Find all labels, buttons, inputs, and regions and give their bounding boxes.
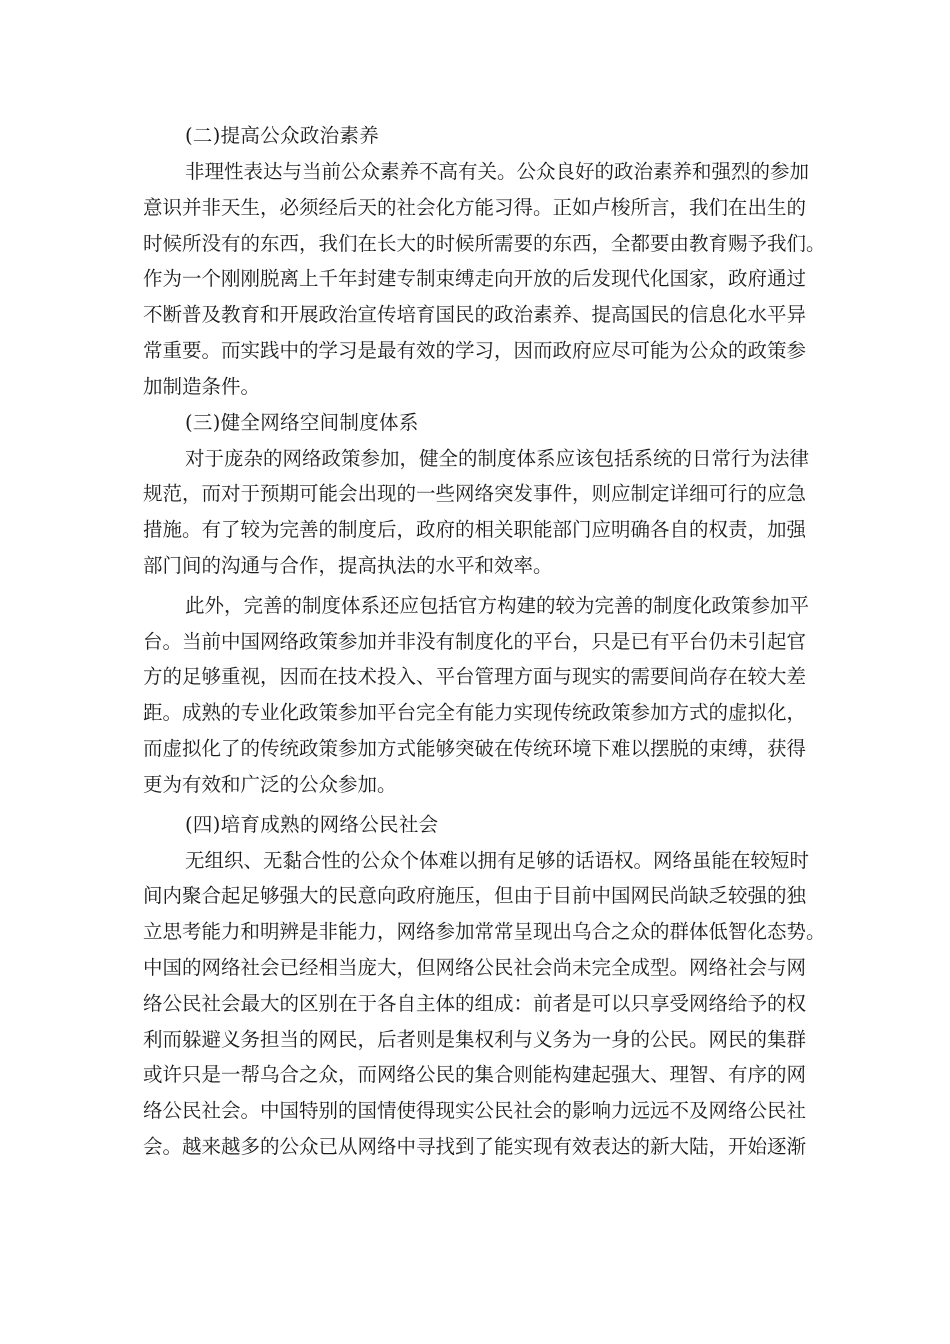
text-line: 间内聚合起足够强大的民意向政府施压，但由于目前中国网民尚缺乏较强的独 <box>143 884 807 908</box>
text-line: 或许只是一帮乌合之众，而网络公民的集合则能构建起强大、理智、有序的网 <box>143 1063 807 1087</box>
text-line: 台。当前中国网络政策参加并非没有制度化的平台，只是已有平台仍未引起官 <box>143 629 807 653</box>
text-line: 利而躲避义务担当的网民，后者则是集权利与义务为一身的公民。网民的集群 <box>143 1027 807 1051</box>
text-line: 常重要。而实践中的学习是最有效的学习，因而政府应尽可能为公众的政策参 <box>143 338 807 362</box>
text-line: 距。成熟的专业化政策参加平台完全有能力实现传统政策参加方式的虚拟化， <box>143 701 807 725</box>
text-line: 作为一个刚刚脱离上千年封建专制束缚走向开放的后发现代化国家，政府通过 <box>143 267 807 291</box>
section-heading: (二)提高公众政治素养 <box>185 124 380 147</box>
text-line: 规范，而对于预期可能会出现的一些网络突发事件，则应制定详细可行的应急 <box>143 482 807 506</box>
text-line: 对于庞杂的网络政策参加，健全的制度体系应该包括系统的日常行为法律 <box>185 446 810 470</box>
section-heading: (四)培育成熟的网络公民社会 <box>185 812 439 836</box>
section-cyberspace-institutions <box>143 405 810 807</box>
text-line: 部门间的沟通与合作，提高执法的水平和效率。 <box>143 553 553 577</box>
text-line: 立思考能力和明辨是非能力，网络参加常常呈现出乌合之众的群体低智化态势。 <box>143 920 826 944</box>
section-online-civil-society <box>143 807 826 1165</box>
paragraph <box>143 843 826 1165</box>
paragraph <box>143 441 810 584</box>
text-line: 络公民社会最大的区别在于各自主体的组成：前者是可以只享受网络给予的权 <box>143 991 807 1015</box>
text-line: 不断普及教育和开展政治宣传培育国民的政治素养、提高国民的信息化水平异 <box>143 303 807 327</box>
text-line: 时候所没有的东西，我们在长大的时候所需要的东西，全都要由教育赐予我们。 <box>143 231 826 255</box>
document-page <box>143 118 826 1165</box>
text-line: 会。越来越多的公众已从网络中寻找到了能实现有效表达的新大陆，开始逐渐 <box>143 1134 807 1158</box>
text-line: 更为有效和广泛的公众参加。 <box>143 772 397 796</box>
text-line: 措施。有了较为完善的制度后，政府的相关职能部门应明确各自的权责，加强 <box>143 518 807 542</box>
paragraph <box>143 154 826 405</box>
section-improve-political-literacy <box>143 118 826 405</box>
text-line: 加制造条件。 <box>143 374 261 398</box>
text-line: 非理性表达与当前公众素养不高有关。公众良好的政治素养和强烈的参加 <box>185 160 810 183</box>
text-line: 此外，完善的制度体系还应包括官方构建的较为完善的制度化政策参加平 <box>185 593 810 617</box>
section-heading: (三)健全网络空间制度体系 <box>185 410 419 434</box>
text-line: 中国的网络社会已经相当庞大，但网络公民社会尚未完全成型。网络社会与网 <box>143 955 807 979</box>
text-line: 而虚拟化了的传统政策参加方式能够突破在传统环境下难以摆脱的束缚，获得 <box>143 736 807 760</box>
text-line: 方的足够重视，因而在技术投入、平台管理方面与现实的需要间尚存在较大差 <box>143 665 807 689</box>
paragraph <box>143 588 810 803</box>
text-line: 络公民社会。中国特别的国情使得现实公民社会的影响力远远不及网络公民社 <box>143 1099 807 1123</box>
text-line: 无组织、无黏合性的公众个体难以拥有足够的话语权。网络虽能在较短时 <box>185 848 810 872</box>
text-line: 意识并非天生，必须经后天的社会化方能习得。正如卢梭所言，我们在出生的 <box>143 195 807 219</box>
